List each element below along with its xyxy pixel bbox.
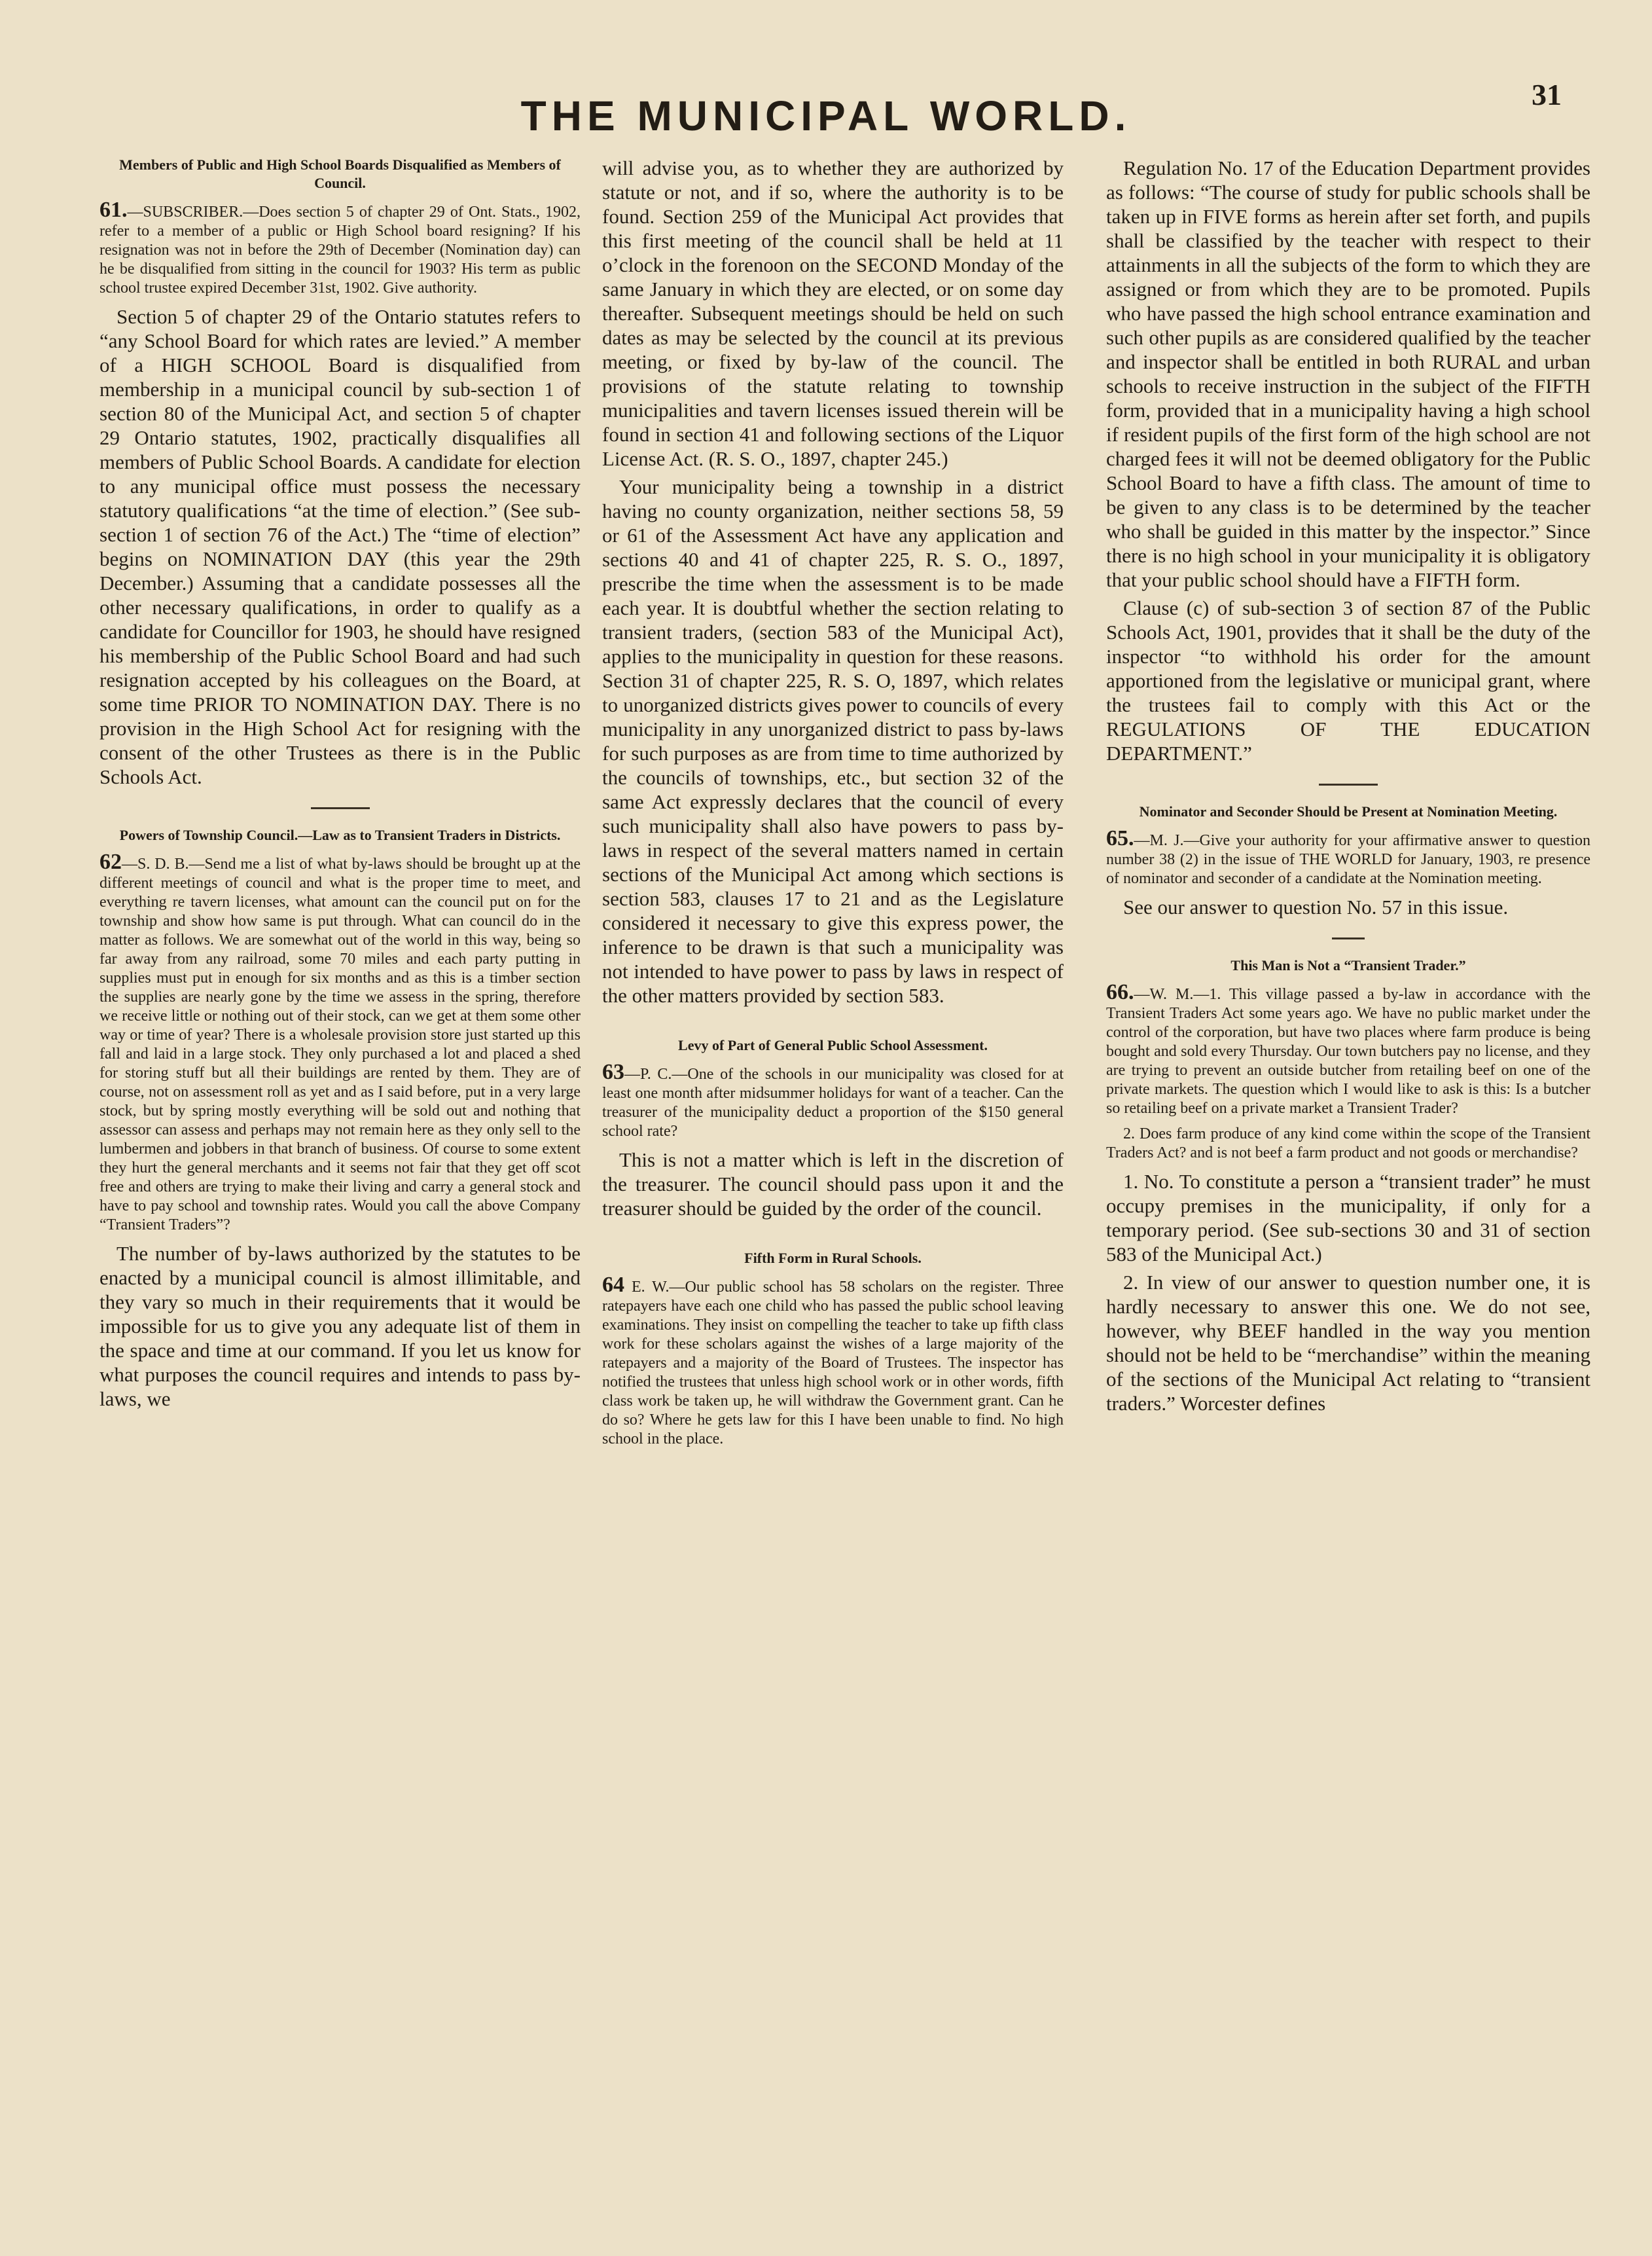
question-text: —P. C.—One of the schools in our municipality was closed for at least one month after midsummer holidays for want of a teacher. Can the treasurer of the municipality deduct a proportion of the $150 general school rate? <box>602 1066 1064 1140</box>
section-heading: Levy of Part of General Public School Assessment. <box>678 1037 988 1053</box>
question-number: 62 <box>99 850 122 874</box>
answer-62: The number of by-laws authorized by the statutes to be enacted by a municipal council is almost illimitable, and they vary so much in their requirements that it would be impossible for us to give you any adequate list of them in the space and time at our command. If you let us know for what purposes the council requires and intends to pass by-laws, we <box>99 1242 581 1410</box>
question-66-part-2: 2. Does farm produce of any kind come within the scope of the Transient Traders Act? and is not beef a farm product and not goods or merchandise? <box>1106 1125 1590 1161</box>
question-text: —S. D. B.—Send me a list of what by-laws should be brought up at the different meetings of council and what is the proper time to meet, and everything re tavern licenses, what amount can the council put on for the township and show how same is put through. What can council do in the matter as follows. We are somewhat out of the world in this way, being so far away from any railroad, some 70 miles and each party putting in supplies must put in enough for six months and as this is a timber section the supplies are nearly gone by the time we assess in the spring, therefore we receive little or nothing out of their stock, can we get at them some other way or time of year? There is a wholesale provision store just started up this fall and laid in a large stock. They only purchased a lot and placed a shed for storing stuff but all their buildings are rented by them. They are of course, not on assessment roll as yet and as I said before, put in a very large stock, but by spring mostly everything will be sold out and nothing that assessor can assess and perhaps may not remain here as they only sell to the lumbermen and jobbers in that branch of business. Of course to some extent they hurt the general merchants and it seems not fair that they get off scot free and others are trying to make their living and carry a general stock and have to pay school and township rates. Would you call the above Company “Transient Traders”? <box>99 856 581 1233</box>
question-number: 66. <box>1106 980 1134 1004</box>
divider <box>1332 937 1365 939</box>
question-63 <box>602 1060 1064 1141</box>
section-heading: Nominator and Seconder Should be Present at Nomination Meeting. <box>1139 803 1558 820</box>
question-62 <box>99 852 581 1235</box>
answer-66-part-2: 2. In view of our answer to question number one, it is hardly necessary to answer this one. We do not see, however, why BEEF handled in the way you mention should not be held to be “merchandise” within the meaning of the sections of the Municipal Act relating to “transient traders.” Worcester defines <box>1106 1271 1590 1415</box>
question-number: 63 <box>602 1060 624 1084</box>
answer-62-paragraph-2: Your municipality being a township in a district having no county organization, neither sections 58, 59 or 61 of the Assessment Act have any application and sections 40 and 41 of chapter 225, R. S. O., 1897, prescribe the time when the assessment is to be made each year. It is doubtful whether the section relating to transient traders, (section 583 of the Municipal Act), applies to the municipality in question for these reasons. Section 31 of chapter 225, R. S. O, 1897, which relates to unorganized districts gives power to councils of every municipality in any unorganized district to pass by-laws for such purposes as are from time to time authorized by the councils of townships, etc., but section 32 of the same Act expressly declares that the council of every such municipality shall also have powers to pass by-laws in respect of the several matters named in certain sections of the Municipal Act among which sections is section 583, clauses 17 to 21 and as the Legislature considered it necessary to give this express power, the inference to be drawn is that such a municipality was not intended to have power to pass by laws in respect of the other matters provided by section 583. <box>602 475 1064 1007</box>
answer-61: Section 5 of chapter 29 of the Ontario statutes refers to “any School Board for which rates are levied.” A member of a HIGH SCHOOL Board is disqualified from membership in a municipal council by sub-section 1 of section 80 of the Municipal Act, and section 5 of chapter 29 Ontario statutes, 1902, practically disqualifies all members of Public School Boards. A candidate for election to any municipal office must possess the necessary statutory qualifications “at the time of election.” (See sub-section 1 of section 76 of the Act.) The “time of election” begins on NOMINATION DAY (this year the 29th December.) Assuming that a candidate possesses all the other necessary qualifications, in order to qualify as a candidate for Councillor for 1903, he should have resigned his membership of the Public School Board and had such resignation accepted by his colleagues on the Board, at some time PRIOR TO NOMINATION DAY. There is no provision in the High School Act for resigning with the consent of the other Trustees as there is in the Public Schools Act. <box>99 305 581 788</box>
divider <box>311 807 370 809</box>
column-2 <box>602 156 1064 1455</box>
question-text: —M. J.—Give your authority for your affirmative answer to question number 38 (2) in the issue of THE WORLD for January, 1903, re presence of nominator and seconder of a candidate at the Nomination meeting. <box>1106 832 1590 887</box>
question-text: —SUBSCRIBER.—Does section 5 of chapter 29 of Ont. Stats., 1902, refer to a member of a public or High School board resigning? If his resignation was not in before the 29th of December (Nomination day) can he be disqualified from sitting in the council for 1903? His term as public school trustee expired December 31st, 1902. Give authority. <box>99 204 581 297</box>
question-text: E. W.—Our public school has 58 scholars on the register. Three ratepayers have each one child who has passed the public school leaving examinations. They insist on compelling the teacher to take up fifth class work for these scholars against the wishes of a large majority of the ratepayers and a majority of the Board of Trustees. The inspector has notified the trustees that unless high school work or in other words, fifth class work be taken up, he will withdraw the Government grant. Can he do so? Where he gets law for this I have been unable to find. No high school in the place. <box>602 1279 1064 1447</box>
section-heading: Fifth Form in Rural Schools. <box>744 1250 922 1266</box>
question-text: —W. M.—1. This village passed a by-law in accordance with the Transient Traders Act some years ago. We have no public market under the control of the corporation, but have two places where farm produce is being bought and sold every Thursday. Our town butchers pay no license, and they are trying to prevent an outside butcher from retailing beef on one of the private markets. The question which I would like to ask is this: Is a butcher so retailing beef on a private market a Transient Trader? <box>1106 986 1590 1117</box>
answer-62-continued: will advise you, as to whether they are authorized by statute or not, and if so, where the authority is to be found. Section 259 of the Municipal Act provides that this first meeting of the council shall be held at 11 o’clock in the forenoon on the SECOND Monday of the same January in which they are elected, or on some day thereafter. Subsequent meetings should be held on such dates as may be selected by the council at its previous meeting, or fixed by by-law of the council. The provisions of the statute relating to township municipalities and tavern licenses issued therein will be found in section 41 and following sections of the Liquor License Act. (R. S. O., 1897, chapter 245.) <box>602 156 1064 470</box>
spacer <box>602 1224 1064 1249</box>
answer-63: This is not a matter which is left in the discretion of the treasurer. The council should pass upon it and the treasurer should be guided by the order of the council. <box>602 1148 1064 1220</box>
section-heading: Powers of Township Council.—Law as to Transient Traders in Districts. <box>119 827 561 843</box>
answer-64: Regulation No. 17 of the Education Department provides as follows: “The course of study for public schools shall be taken up in FIVE forms as herein after set forth, and pupils shall be classified by the teacher with respect to their attainments in all the subjects of the form to which they are assigned or from which they are to be promoted. Pupils who have passed the high school entrance examination and such other pupils as are considered qualified by the teacher and inspector shall be entitled in both RURAL and urban schools to receive instruction in the subject of the FIFTH form, provided that in a municipality having a high school if resident pupils of the first form of the high school are not charged fees it will not be deemed obligatory for the Public School Board to have a fifth class. The amount of time to be given to any class is to be determined by the teacher who shall be guided in this matter by the inspector.” Since there is no high school in your municipality it is obligatory that your public school should have a FIFTH form. <box>1106 156 1590 591</box>
page-number: 31 <box>1532 78 1562 111</box>
column-1 <box>99 156 581 1415</box>
answer-64-paragraph-2: Clause (c) of sub-section 3 of section 87 of the Public Schools Act, 1901, provides that it shall be the duty of the inspector “to withhold his order for the amount apportioned from the legislative or municipal grant, where the trustees fail to comply with this Act or the REGULATIONS OF THE EDUCATION DEPARTMENT.” <box>1106 596 1590 765</box>
question-number: 61. <box>99 198 128 222</box>
spacer <box>602 1011 1064 1036</box>
question-61 <box>99 200 581 298</box>
question-66 <box>1106 980 1590 1118</box>
divider <box>1319 784 1378 786</box>
question-number: 64 <box>602 1273 624 1297</box>
question-number: 65. <box>1106 826 1134 850</box>
question-65 <box>1106 826 1590 888</box>
answer-66-part-1: 1. No. To constitute a person a “transient trader” he must occupy premises in the municipality, if only for a temporary period. (See sub-sections 30 and 31 of section 583 of the Municipal Act.) <box>1106 1170 1590 1265</box>
section-heading: This Man is Not a “Transient Trader.” <box>1230 957 1466 973</box>
masthead-title: THE MUNICIPAL WORLD. <box>520 92 1132 139</box>
column-3 <box>1106 156 1590 1419</box>
section-heading: Members of Public and High School Boards Disqualified as Members of Council. <box>119 156 561 191</box>
answer-65: See our answer to question No. 57 in this issue. <box>1123 896 1509 919</box>
question-64 <box>602 1275 1064 1449</box>
